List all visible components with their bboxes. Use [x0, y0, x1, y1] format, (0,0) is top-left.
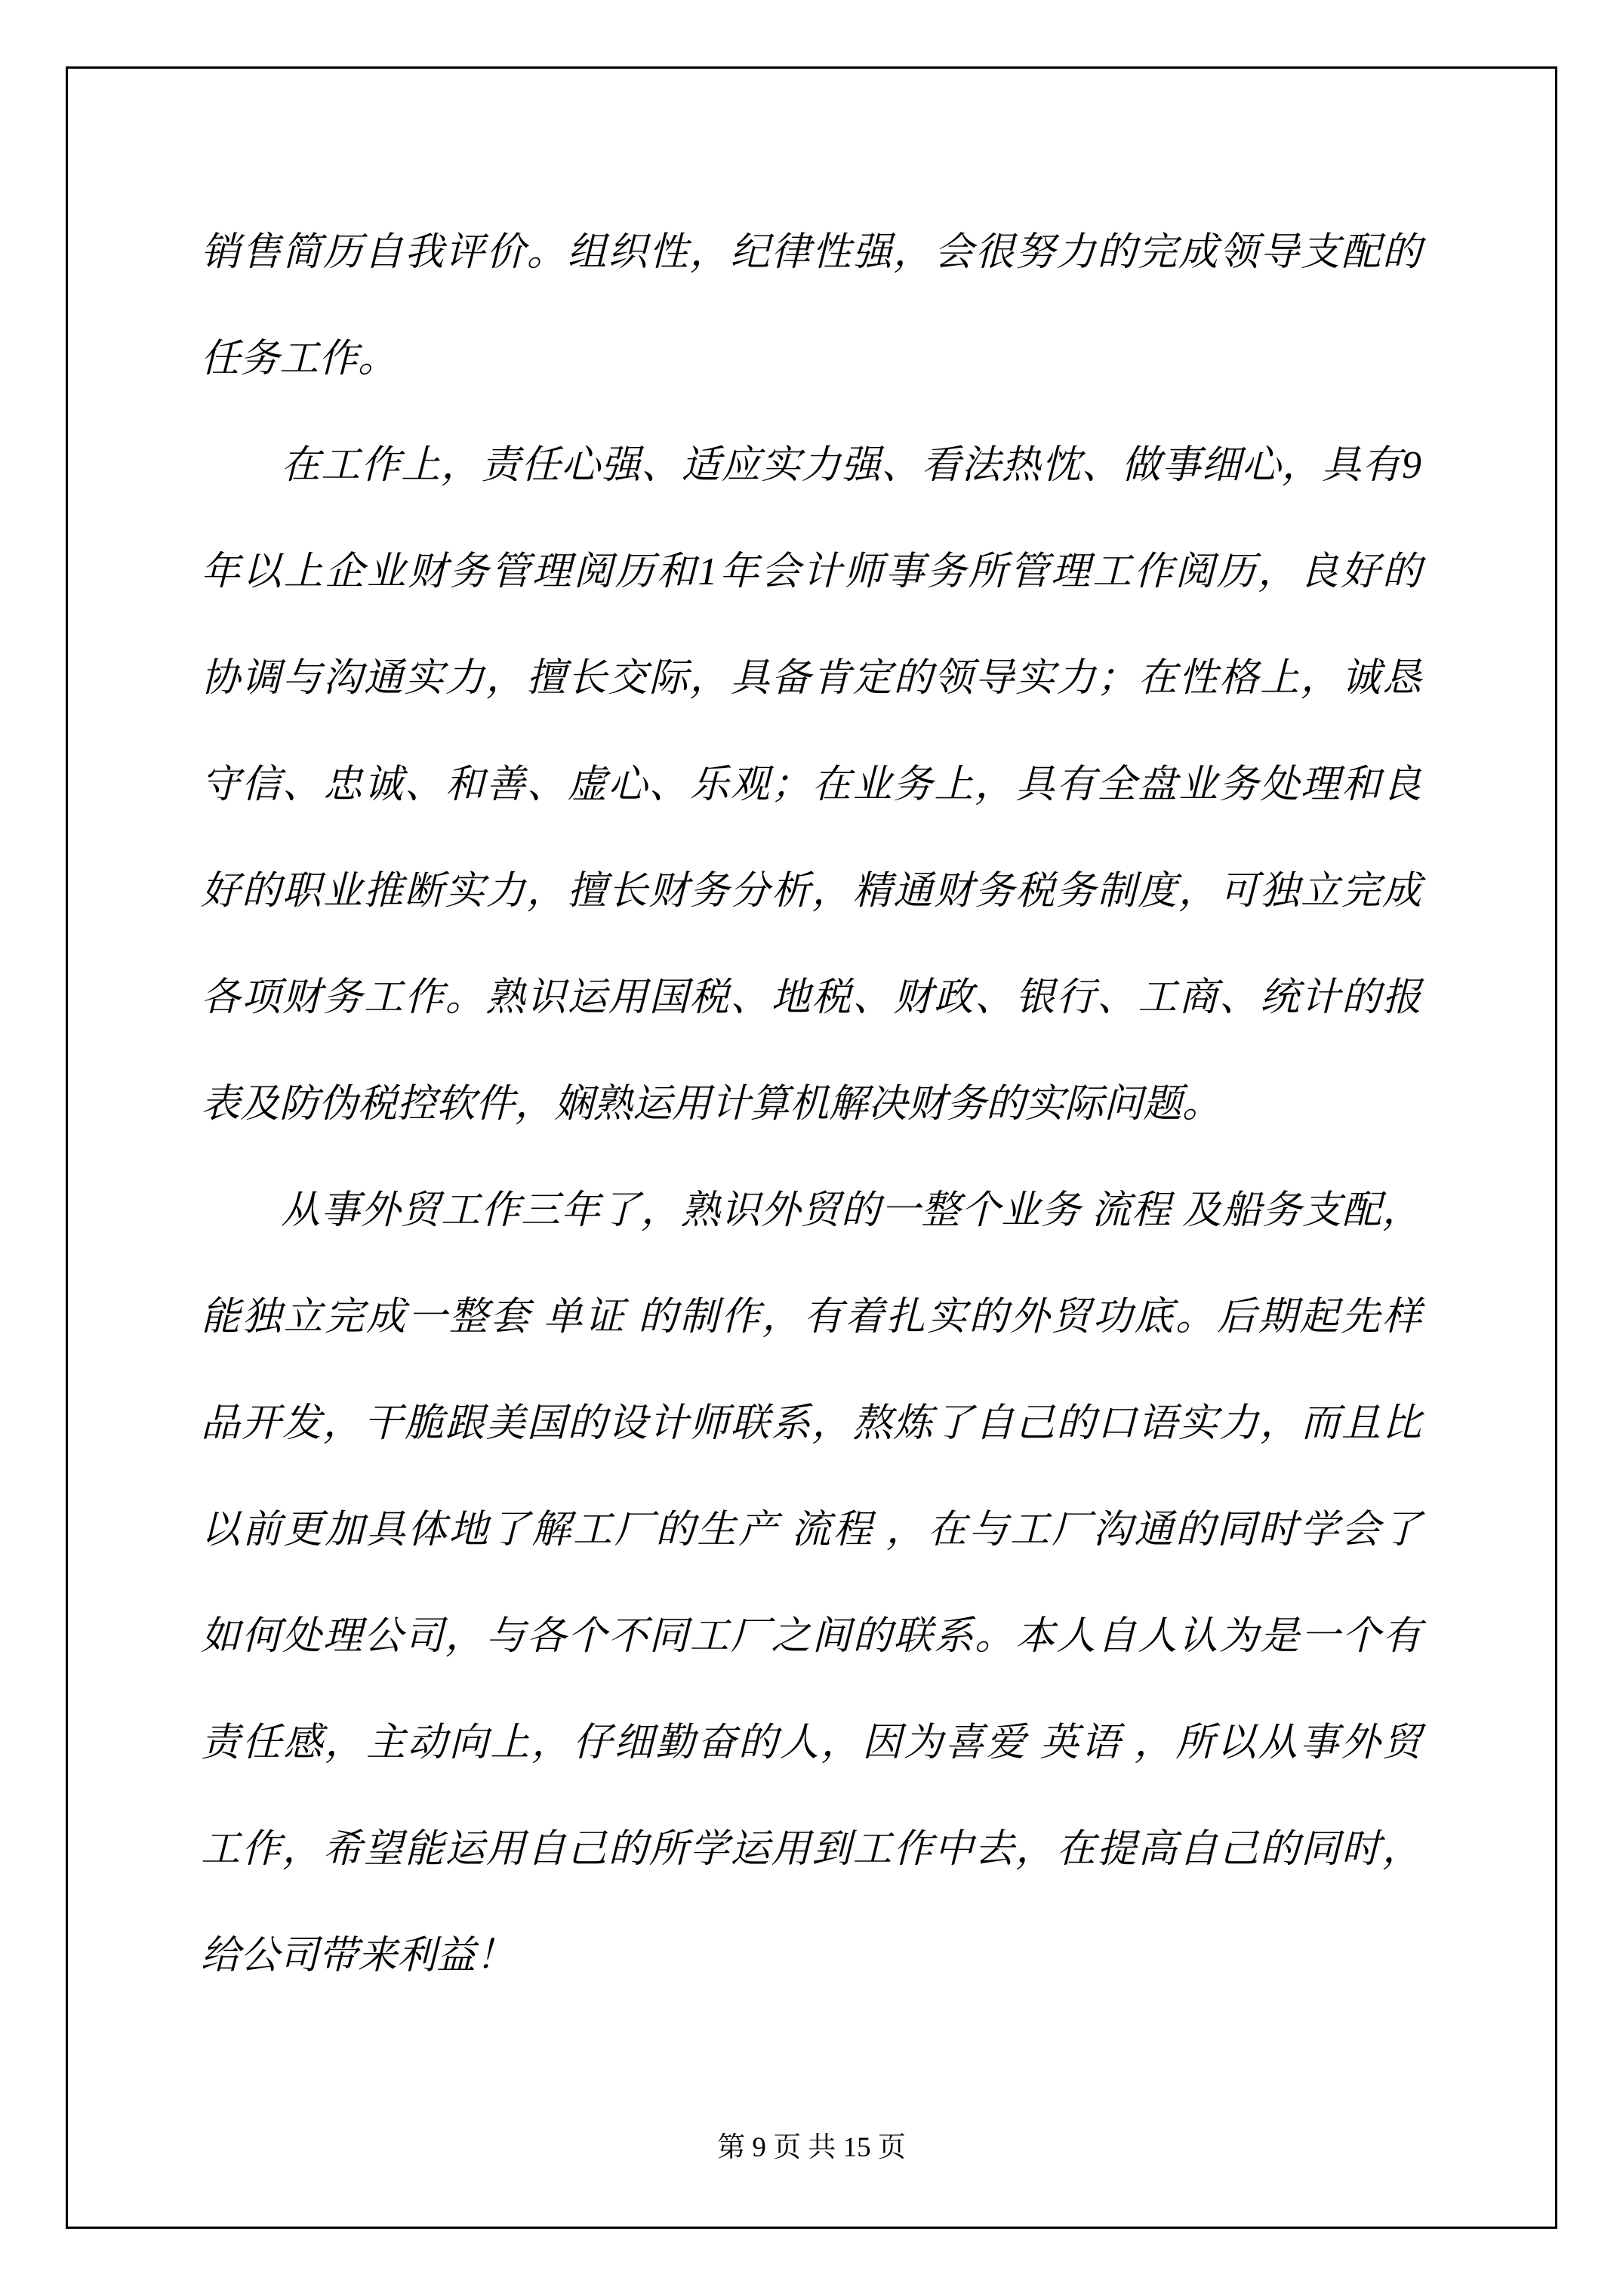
text-line-11: 能独立完成一整套 单证 的制作，有着扎实的外贸功底。后期起先样 [201, 1296, 1421, 1339]
page-footer: 第 9 页 共 15 页 [717, 2132, 906, 2163]
document-body [201, 199, 1421, 2009]
text-line-16: 工作，希望能运用自己的所学运用到工作中去，在提高自己的同时， [201, 1828, 1421, 1871]
text-line-10: 从事外贸工作三年了，熟识外贸的一整个业务 流程 及船务支配， [201, 1189, 1421, 1232]
text-line-5: 协调与沟通实力，擅长交际，具备肯定的领导实力；在性格上，诚恳 [201, 657, 1421, 700]
text-line-14: 如何处理公司，与各个不同工厂之间的联系。本人自人认为是一个有 [201, 1615, 1421, 1658]
text-line-4: 年以上企业财务管理阅历和1年会计师事务所管理工作阅历，良好的 [201, 550, 1421, 593]
text-line-17: 给公司带来利益！ [201, 1934, 516, 1977]
text-line-1: 销售简历自我评价。组织性，纪律性强，会很努力的完成领导支配的 [201, 231, 1421, 274]
text-line-7: 好的职业推断实力，擅长财务分析，精通财务税务制度，可独立完成 [201, 870, 1421, 913]
text-line-15: 责任感，主动向上，仔细勤奋的人，因为喜爱 英语 ，所以从事外贸 [201, 1721, 1421, 1764]
text-line-8: 各项财务工作。熟识运用国税、地税、财政、银行、工商、统计的报 [201, 976, 1421, 1019]
text-line-9: 表及防伪税控软件，娴熟运用计算机解决财务的实际问题。 [201, 1083, 1222, 1126]
text-line-3: 在工作上，责任心强、适应实力强、看法热忱、做事细心，具有9 [201, 444, 1421, 487]
text-line-13: 以前更加具体地了解工厂的生产 流程 ，在与工厂沟通的同时学会了 [201, 1509, 1421, 1552]
text-line-6: 守信、忠诚、和善、虚心、乐观；在业务上，具有全盘业务处理和良 [201, 763, 1421, 806]
text-line-12: 品开发，干脆跟美国的设计师联系，熬炼了自己的口语实力，而且比 [201, 1402, 1421, 1445]
text-line-2: 任务工作。 [201, 337, 398, 381]
